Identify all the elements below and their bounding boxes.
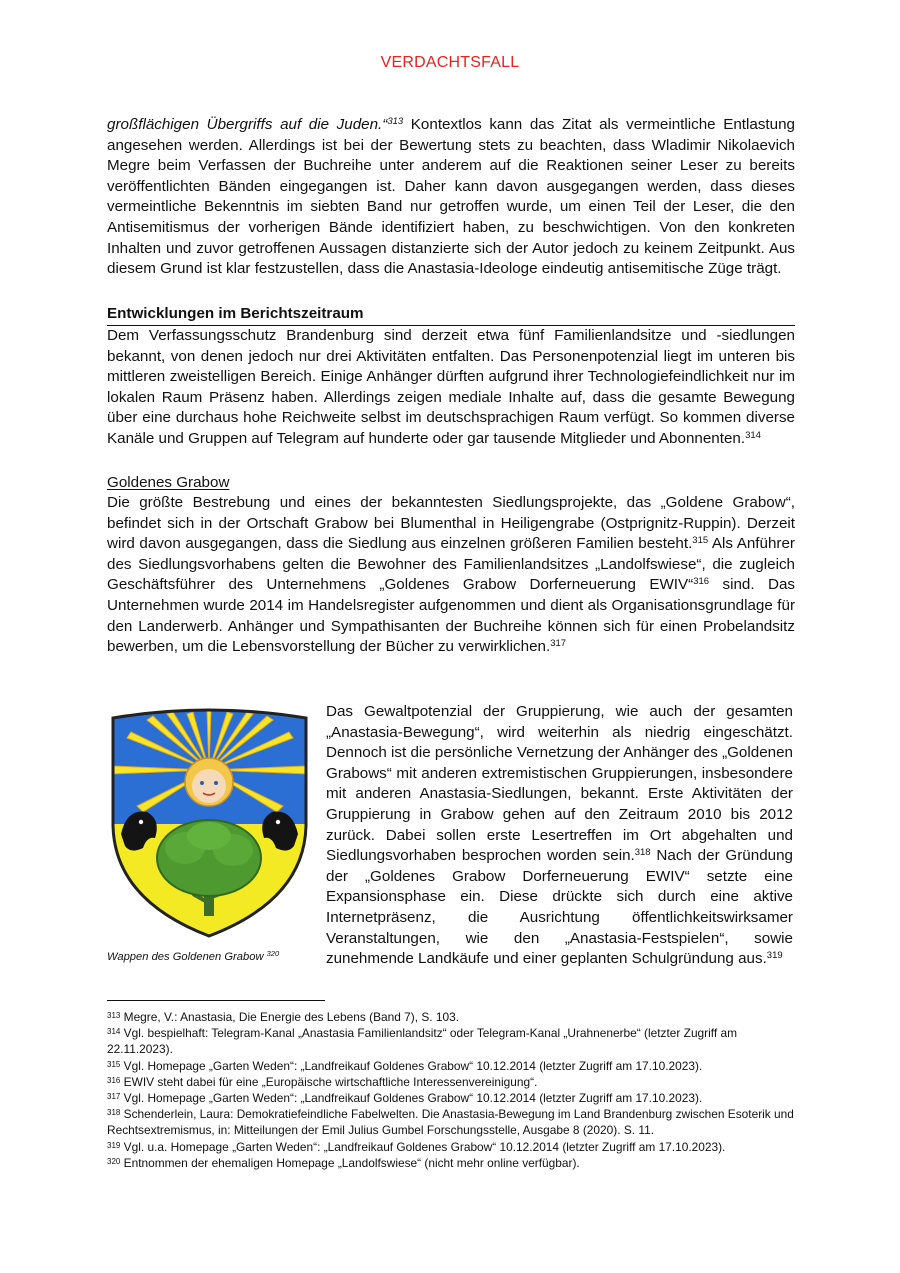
grabow-text-c: sind. Das Unternehmen wurde 2014 im Handelsregister aufgenommen und dient als Organisationsgrundlage für den Landerwerb. Anhänger und Sympathisanten der Buchreihe können sich für einen Probelandsitz bewerben, um die Lebensvorstellung der Bücher zu verwirklichen. — [107, 576, 795, 656]
footnote-ref-314[interactable]: 314 — [745, 429, 761, 441]
figure-caption — [107, 951, 279, 963]
footnote-317: $^{317}$ Vgl. Homepage „Garten Weden“: „Landfreikauf Goldenes Grabow“ 10.12.2014 (letzter Zugriff am 17.10.2023). — [107, 1091, 703, 1106]
footnote-313: $^{313}$ Megre, V.: Anastasia, Die Energie des Lebens (Band 7), S. 103. — [107, 1010, 460, 1024]
figure-caption-text: Wappen des Goldenen Grabow — [107, 951, 264, 963]
footnote-ref-318[interactable]: 318 — [634, 847, 651, 859]
quote-text: großflächigen Übergriffs auf die Juden.“ — [107, 116, 388, 133]
footnote-ref-320[interactable]: 320 — [266, 949, 280, 958]
section-heading-developments: Entwicklungen im Berichtszeitraum — [107, 304, 795, 326]
footnote-ref-315[interactable]: 315 — [692, 535, 709, 547]
grabow-paragraph — [107, 493, 795, 658]
developments-paragraph — [107, 326, 795, 450]
section-goldenes-grabow — [107, 473, 795, 658]
footnote-ref-317[interactable]: 317 — [550, 638, 567, 650]
violence-potential-block — [326, 702, 793, 970]
grabow-text-a: Die größte Bestrebung und eines der bekanntesten Siedlungsprojekte, das „Goldene Grabow“, befindet sich in der Ortschaft Grabow bei Blumenthal in Heiligengrabe (Ostprignitz-Ruppin). Derzeit wird davon ausgegangen, dass die Siedlung aus einzelnen größeren Familien besteht. — [107, 494, 795, 553]
grabow-text-b: Als Anführer des Siedlungsvorhabens gelten die Bewohner des Familienlandsitzes „Landolfswiese“, die zugleich Geschäftsführer des Unternehmens „Goldenes Grabow Dorferneuerung EWIV“ — [107, 535, 795, 594]
intro-paragraph — [107, 115, 795, 280]
footnotes — [107, 1009, 795, 1171]
footnote-divider — [107, 1000, 325, 1001]
footnote-ref-313[interactable]: 313 — [387, 116, 404, 127]
violence-text-a: Das Gewaltpotenzial der Gruppierung, wie auch der gesamten „Anastasia-Bewegung“, wird weiterhin als niedrig eingeschätzt. Dennoch ist die persönliche Vernetzung der Anhänger des „Goldenen Grabows“ mit anderen extremistischen Gruppierungen, insbesondere mit anderen Anastasia-Siedlungen, bekannt. Erste Aktivitäten der Gruppierung in Grabow gehen auf den Zeitraum 2010 bis 2012 zurück. Dabei sollen erste Lesertreffen im Ort abgehalten und Siedlungsvorhaben besprochen worden sein. — [326, 703, 793, 865]
footnote-319: $^{319}$ Vgl. u.a. Homepage „Garten Weden“: „Landfreikauf Goldenes Grabow“ 10.12.2014 (letzter Zugriff am 17.10.2023). — [107, 1139, 726, 1154]
intro-text: Kontextlos kann das Zitat als vermeintliche Entlastung angesehen werden. Allerdings ist bei der Bewertung stets zu beachten, dass Wladimir Nikolaevich Megre beim Verfassen der Buchreihe unter anderem auf die Reaktionen seiner Leser zu bereits veröffentlichten Bänden eingegangen ist. Daher kann davon ausgegangen werden, dass dieses vermeintliche Bekenntnis im siebten Band nur getroffen wurde, um einen Teil der Leser, die den Antisemitismus der vorherigen Bände identifiziert haben, zu beschwichtigen. Von den konkreten Inhalten und zuvor getroffenen Aussagen distanzierte sich der Autor jedoch zu keinem Zeitpunkt. Aus diesem Grund ist klar festzustellen, dass die Anastasia-Ideologe eindeutig antisemitische Züge trägt. — [107, 116, 795, 278]
footnote-ref-319[interactable]: 319 — [766, 950, 783, 962]
intro-paragraph-block — [107, 115, 795, 280]
footnote-ref-316[interactable]: 316 — [693, 576, 710, 588]
footnote-320: $^{320}$ Entnommen der ehemaligen Homepage „Landolfswiese“ (nicht mehr online verfügbar). — [107, 1155, 580, 1170]
footnote-318: $^{318}$ Schenderlein, Laura: Demokratiefeindliche Fabelwelten. Die Anastasia-Bewegung im Land Brandenburg zwischen Esoterik und Rechtsextremismus, in: Mitteilungen der Emil Julius Gumbel Forschungsstelle, Ausgabe 8 (2020). S. 11. — [107, 1107, 794, 1138]
section-developments — [107, 304, 795, 450]
section-heading-grabow — [107, 473, 795, 493]
coat-of-arms-figure — [107, 708, 312, 940]
developments-text: Dem Verfassungsschutz Brandenburg sind derzeit etwa fünf Familienlandsitze und -siedlungen bekannt, von denen jedoch nur drei Aktivitäten entfalten. Das Personenpotenzial liegt im unteren bis mittleren zweistelligen Bereich. Einige Anhänger dürften aufgrund ihrer Technologiefeindlichkeit nur im lokalen Raum Präsenz haben. Allerdings zeigen mediale Inhalte auf, dass die gesamte Bewegung über eine durchaus hohe Reichweite selbst im deutschsprachigen Raum verfügt. So kommen diverse Kanäle und Gruppen auf Telegram auf hunderte oder gar tausende Mitglieder und Abonnenten. — [107, 327, 795, 447]
coat-of-arms-icon — [107, 708, 312, 940]
violence-potential-paragraph — [326, 702, 793, 970]
footnote-314: $^{314}$ Vgl. bespielhaft: Telegram-Kanal „Anastasia Familienlandsitz“ oder Telegram-Kanal „Urahnenerbe“ (letzter Zugriff am 22.11.2023). — [107, 1026, 737, 1057]
violence-text-b: Nach der Gründung der „Goldenes Grabow Dorferneuerung EWIV“ setzte eine Expansionsphase ein. Diese drückte sich durch eine aktive Internetpräsenz, die Ausrichtung öffentlichkeitswirksamer Veranstaltungen, wie den „Anastasia-Festspielen“, sowie zunehmende Landkäufe und einer geplanten Schulgründung aus. — [326, 847, 793, 968]
section-heading-grabow-text: Goldenes Grabow — [107, 474, 230, 491]
footnote-316: $^{316}$ EWIV steht dabei für eine „Europäische wirtschaftliche Interessenvereinigung“. — [107, 1074, 538, 1089]
footnote-315: $^{315}$ Vgl. Homepage „Garten Weden“: „Landfreikauf Goldenes Grabow“ 10.12.2014 (letzter Zugriff am 17.10.2023). — [107, 1058, 703, 1073]
page-header: VERDACHTSFALL — [380, 54, 520, 71]
